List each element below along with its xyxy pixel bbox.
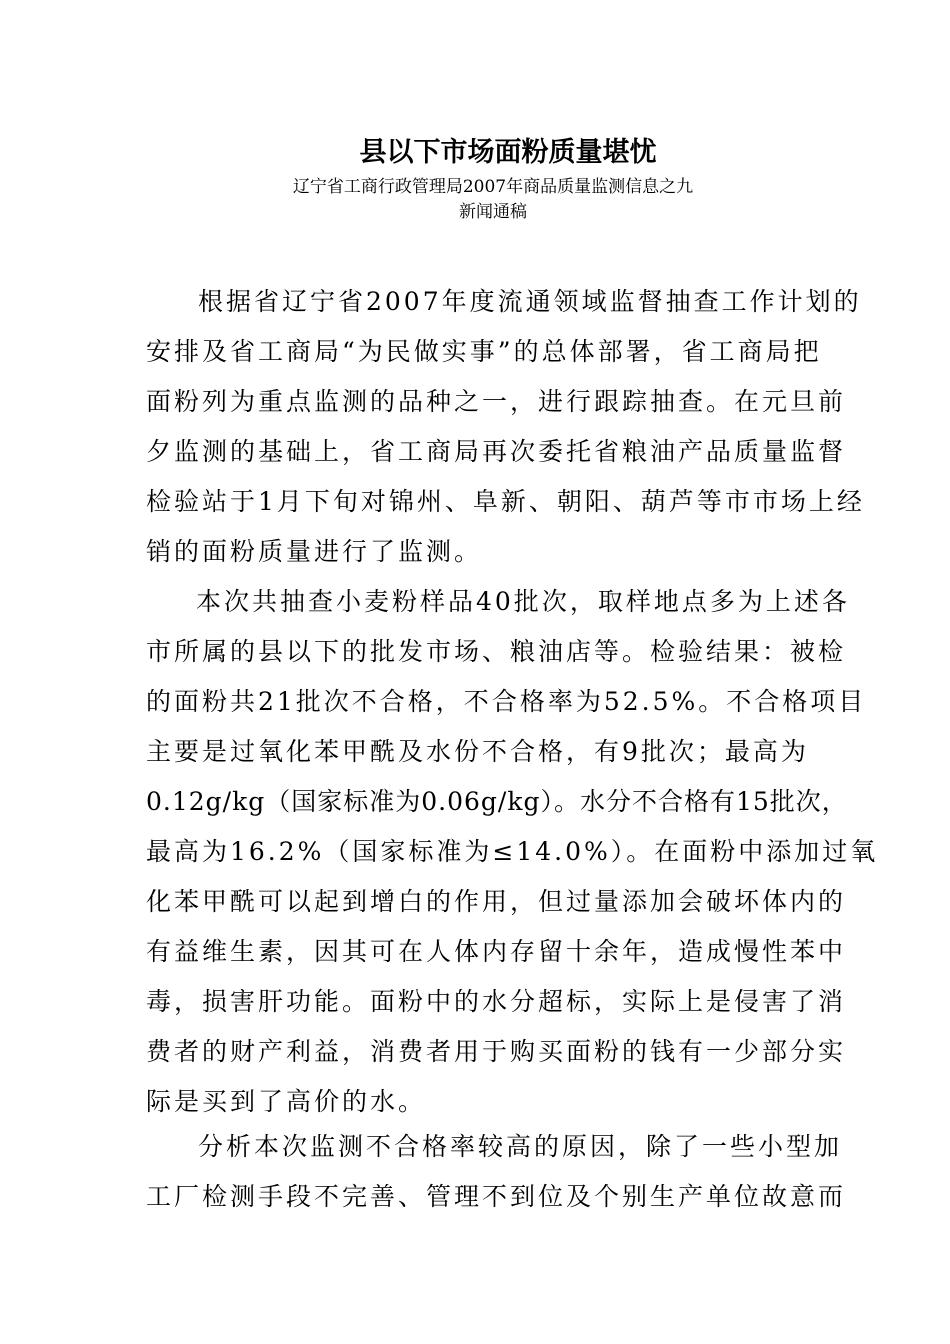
document-title: 县以下市场面粉质量堪忧 bbox=[359, 137, 657, 168]
paragraph-line: 际是买到了高价的水。 bbox=[146, 1087, 427, 1116]
paragraph-line: 主要是过氧化苯甲酰及水份不合格，有9批次；最高为 bbox=[146, 737, 809, 766]
paragraph-line: 检验站于1月下旬对锦州、阜新、朝阳、葫芦等市市场上经 bbox=[146, 487, 865, 516]
paragraph-line: 夕监测的基础上，省工商局再次委托省粮油产品质量监督 bbox=[146, 437, 847, 466]
paragraph-line: 的面粉共21批次不合格，不合格率为52.5%。不合格项目 bbox=[146, 687, 867, 716]
paragraph-line: 本次共抽查小麦粉样品40批次，取样地点多为上述各 bbox=[196, 587, 850, 616]
paragraph-line: 分析本次监测不合格率较高的原因，除了一些小型加 bbox=[198, 1132, 843, 1161]
paragraph-line: 市所属的县以下的批发市场、粮油店等。检验结果：被检 bbox=[146, 637, 847, 666]
paragraph-line: 费者的财产利益，消费者用于购买面粉的钱有一少部分实 bbox=[146, 1037, 847, 1066]
paragraph-line: 毒，损害肝功能。面粉中的水分超标，实际上是侵害了消 bbox=[146, 987, 847, 1016]
paragraph-line: 有益维生素，因其可在人体内存留十余年，造成慢性苯中 bbox=[146, 937, 847, 966]
paragraph-line: 安排及省工商局“为民做实事”的总体部署，省工商局把 bbox=[146, 337, 822, 366]
paragraph-line: 最高为16.2%（国家标准为≤14.0%）。在面粉中添加过氧 bbox=[146, 837, 879, 866]
paragraph-line: 工厂检测手段不完善、管理不到位及个别生产单位故意而 bbox=[146, 1182, 847, 1211]
paragraph-line: 销的面粉质量进行了监测。 bbox=[146, 537, 483, 566]
document-subtitle: 辽宁省工商行政管理局2007年商品质量监测信息之九 bbox=[292, 177, 694, 197]
paragraph-line: 化苯甲酰可以起到增白的作用，但过量添加会破坏体内的 bbox=[146, 887, 847, 916]
document-byline: 新闻通稿 bbox=[459, 202, 527, 222]
paragraph-line: 面粉列为重点监测的品种之一，进行跟踪抽查。在元旦前 bbox=[146, 387, 847, 416]
paragraph-3 bbox=[146, 1122, 846, 1222]
paragraph-line: 根据省辽宁省2007年度流通领域监督抽查工作计划的 bbox=[198, 287, 862, 316]
paragraph-2 bbox=[146, 577, 879, 1127]
paragraph-1 bbox=[146, 277, 865, 577]
paragraph-line: 0.12g/kg（国家标准为0.06g/kg）。水分不合格有15批次， bbox=[146, 787, 848, 816]
